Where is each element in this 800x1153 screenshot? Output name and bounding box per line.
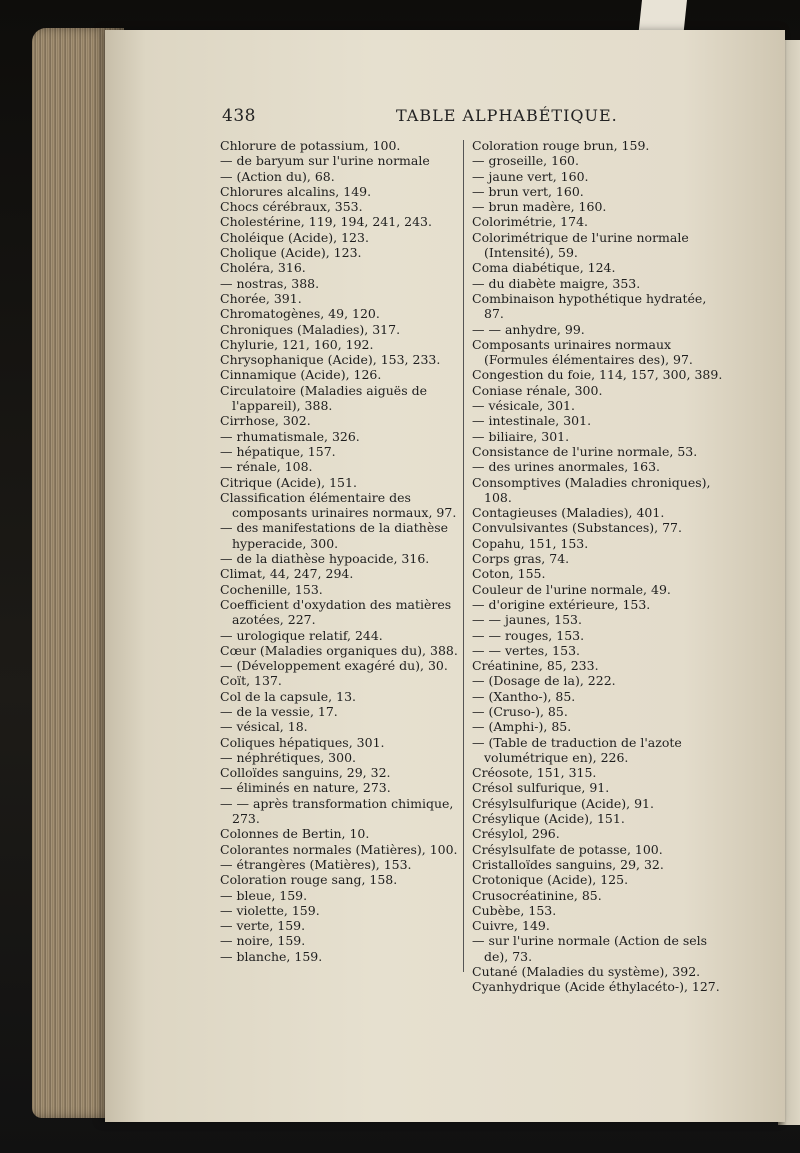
index-entry: — rénale, 108. (220, 459, 313, 475)
index-entry: — blanche, 159. (220, 948, 323, 964)
index-entry: Crusocréatinine, 85. (472, 887, 602, 903)
index-entry: — jaune vert, 160. (472, 168, 589, 184)
index-entry: — verte, 159. (220, 918, 306, 934)
index-entry: — du diabète maigre, 353. (472, 275, 641, 291)
index-entry: Combinaison hypothétique hydratée, 87. (472, 290, 707, 322)
index-entry: Cœur (Maladies organiques du), 388. (220, 642, 458, 658)
index-entry: Chrysophanique (Acide), 153, 233. (220, 352, 441, 368)
index-entry: — brun madère, 160. (472, 199, 607, 215)
index-entry: Cirrhose, 302. (220, 413, 311, 429)
index-entry: — (Cruso-), 85. (472, 703, 568, 719)
index-entry: — rhumatismale, 326. (220, 428, 360, 444)
index-entry: Copahu, 151, 153. (472, 535, 589, 551)
index-entry: Cristalloïdes sanguins, 29, 32. (472, 856, 664, 872)
index-entry: Coït, 137. (220, 673, 282, 689)
index-entry: — de la diathèse hypoacide, 316. (220, 551, 430, 567)
index-entry: — étrangères (Matières), 153. (220, 856, 412, 872)
index-entry: — (Table de traduction de l'azote volumétrique en), 226. (472, 734, 682, 765)
index-entry: — groseille, 160. (472, 153, 579, 169)
index-entry: — éliminés en nature, 273. (220, 780, 391, 796)
index-entry: — (Xantho-), 85. (472, 688, 576, 704)
index-entry: Cochenille, 153. (220, 581, 323, 597)
index-entry: Colloïdes sanguins, 29, 32. (220, 765, 391, 781)
index-entry: Chroniques (Maladies), 317. (220, 321, 401, 337)
index-entry: Crésylsulfate de potasse, 100. (472, 841, 663, 857)
index-entry: Circulatoire (Maladies aiguës de l'appareil), 388. (220, 382, 427, 414)
index-entry: — noire, 159. (220, 933, 306, 949)
index-entry: — — jaunes, 153. (472, 612, 582, 628)
index-entry: Crésylique (Acide), 151. (472, 811, 625, 827)
index-entry: Coefficient d'oxydation des matières azotées, 227. (220, 596, 452, 628)
index-entry: Colonnes de Bertin, 10. (220, 826, 370, 842)
index-entry: — hépatique, 157. (220, 443, 336, 459)
index-entry: — de la vessie, 17. (220, 703, 338, 719)
index-entry: Choléra, 316. (220, 260, 306, 276)
index-entry: Choléique (Acide), 123. (220, 229, 369, 245)
index-entry: Contagieuses (Maladies), 401. (472, 505, 665, 521)
index-entry: Consistance de l'urine normale, 53. (472, 443, 698, 459)
index-entry: Créatinine, 85, 233. (472, 658, 599, 674)
index-entry: — néphrétiques, 300. (220, 749, 357, 765)
index-entry: Coloration rouge brun, 159. (472, 138, 650, 153)
index-entry: Cubèbe, 153. (472, 902, 557, 918)
index-entry: Crotonique (Acide), 125. (472, 872, 629, 888)
index-entry: Chlorure de potassium, 100. (220, 138, 401, 153)
index-entry: Cholique (Acide), 123. (220, 245, 362, 261)
index-entry: Crésylol, 296. (472, 826, 560, 842)
index-entry: — (Action du), 68. (220, 168, 335, 184)
index-entry: Chylurie, 121, 160, 192. (220, 336, 374, 352)
index-entry: — (Développement exagéré du), 30. (220, 658, 448, 674)
index-entry: — bleue, 159. (220, 887, 308, 903)
index-entry: Cuivre, 149. (472, 918, 550, 934)
index-entry: Corps gras, 74. (472, 551, 570, 567)
index-entry: — vésicale, 301. (472, 398, 575, 414)
index-entry: Congestion du foie, 114, 157, 300, 389. (472, 367, 723, 383)
index-entry: Coniase rénale, 300. (472, 382, 603, 398)
index-entry: — d'origine extérieure, 153. (472, 596, 651, 612)
index-column-right (472, 138, 724, 995)
index-entry: — — rouges, 153. (472, 627, 585, 643)
running-title: TABLE ALPHABÉTIQUE. (396, 106, 618, 125)
index-entry: Chorée, 391. (220, 290, 302, 306)
index-entry: Cholestérine, 119, 194, 241, 243. (220, 214, 432, 230)
index-entry: Colorimétrique de l'urine normale (Intensité), 59. (472, 229, 689, 261)
index-entry: Col de la capsule, 13. (220, 688, 356, 704)
page-header (0, 106, 800, 132)
index-entry: — — vertes, 153. (472, 642, 580, 658)
index-entry: Climat, 44, 247, 294. (220, 566, 354, 582)
index-entry: — (Dosage de la), 222. (472, 673, 616, 689)
index-entry: — — après transformation chimique, 273. (220, 795, 454, 827)
index-entry: Cinnamique (Acide), 126. (220, 367, 382, 383)
index-entry: — nostras, 388. (220, 275, 320, 291)
index-entry: — violette, 159. (220, 902, 320, 918)
index-entry: Citrique (Acide), 151. (220, 474, 357, 490)
index-entry: Chlorures alcalins, 149. (220, 183, 372, 199)
index-entry: Cutané (Maladies du système), 392. (472, 964, 701, 980)
index-entry: — brun vert, 160. (472, 183, 584, 199)
index-entry: — — anhydre, 99. (472, 321, 585, 337)
index-entry: Crésol sulfurique, 91. (472, 780, 610, 796)
index-entry: Coma diabétique, 124. (472, 260, 616, 276)
index-entry: — (Amphi-), 85. (472, 719, 572, 735)
index-entry: Composants urinaires normaux (Formules élémentaires des), 97. (472, 336, 693, 368)
index-entry: — biliaire, 301. (472, 428, 570, 444)
index-entry: Classification élémentaire des composants urinaires normaux, 97. (220, 489, 457, 521)
index-entry: — vésical, 18. (220, 719, 308, 735)
index-entry: Coloration rouge sang, 158. (220, 872, 398, 888)
index-entry: Couleur de l'urine normale, 49. (472, 581, 671, 597)
index-entry: Cyanhydrique (Acide éthylacéto-), 127. (472, 979, 720, 995)
index-column-left (220, 138, 468, 964)
index-entry: — intestinale, 301. (472, 413, 592, 429)
index-entry: — sur l'urine normale (Action de sels de), 73. (472, 933, 708, 964)
index-entry: Chocs cérébraux, 353. (220, 199, 363, 215)
index-entry: Coliques hépatiques, 301. (220, 734, 385, 750)
index-entry: Coton, 155. (472, 566, 546, 582)
index-entry: — des urines anormales, 163. (472, 459, 661, 475)
index-entry: — de baryum sur l'urine normale (220, 153, 430, 169)
page-number: 438 (222, 106, 256, 126)
index-entry: Convulsivantes (Substances), 77. (472, 520, 682, 536)
index-entry: Consomptives (Maladies chroniques), 108. (472, 474, 711, 505)
index-entry: Colorantes normales (Matières), 100. (220, 841, 458, 857)
index-entry: — des manifestations de la diathèse hyperacide, 300. (220, 520, 449, 551)
index-entry: Colorimétrie, 174. (472, 214, 589, 230)
index-entry: Chromatogènes, 49, 120. (220, 306, 380, 322)
index-entry: — urologique relatif, 244. (220, 627, 383, 643)
index-entry: Crésylsulfurique (Acide), 91. (472, 795, 654, 811)
index-entry: Créosote, 151, 315. (472, 765, 597, 781)
